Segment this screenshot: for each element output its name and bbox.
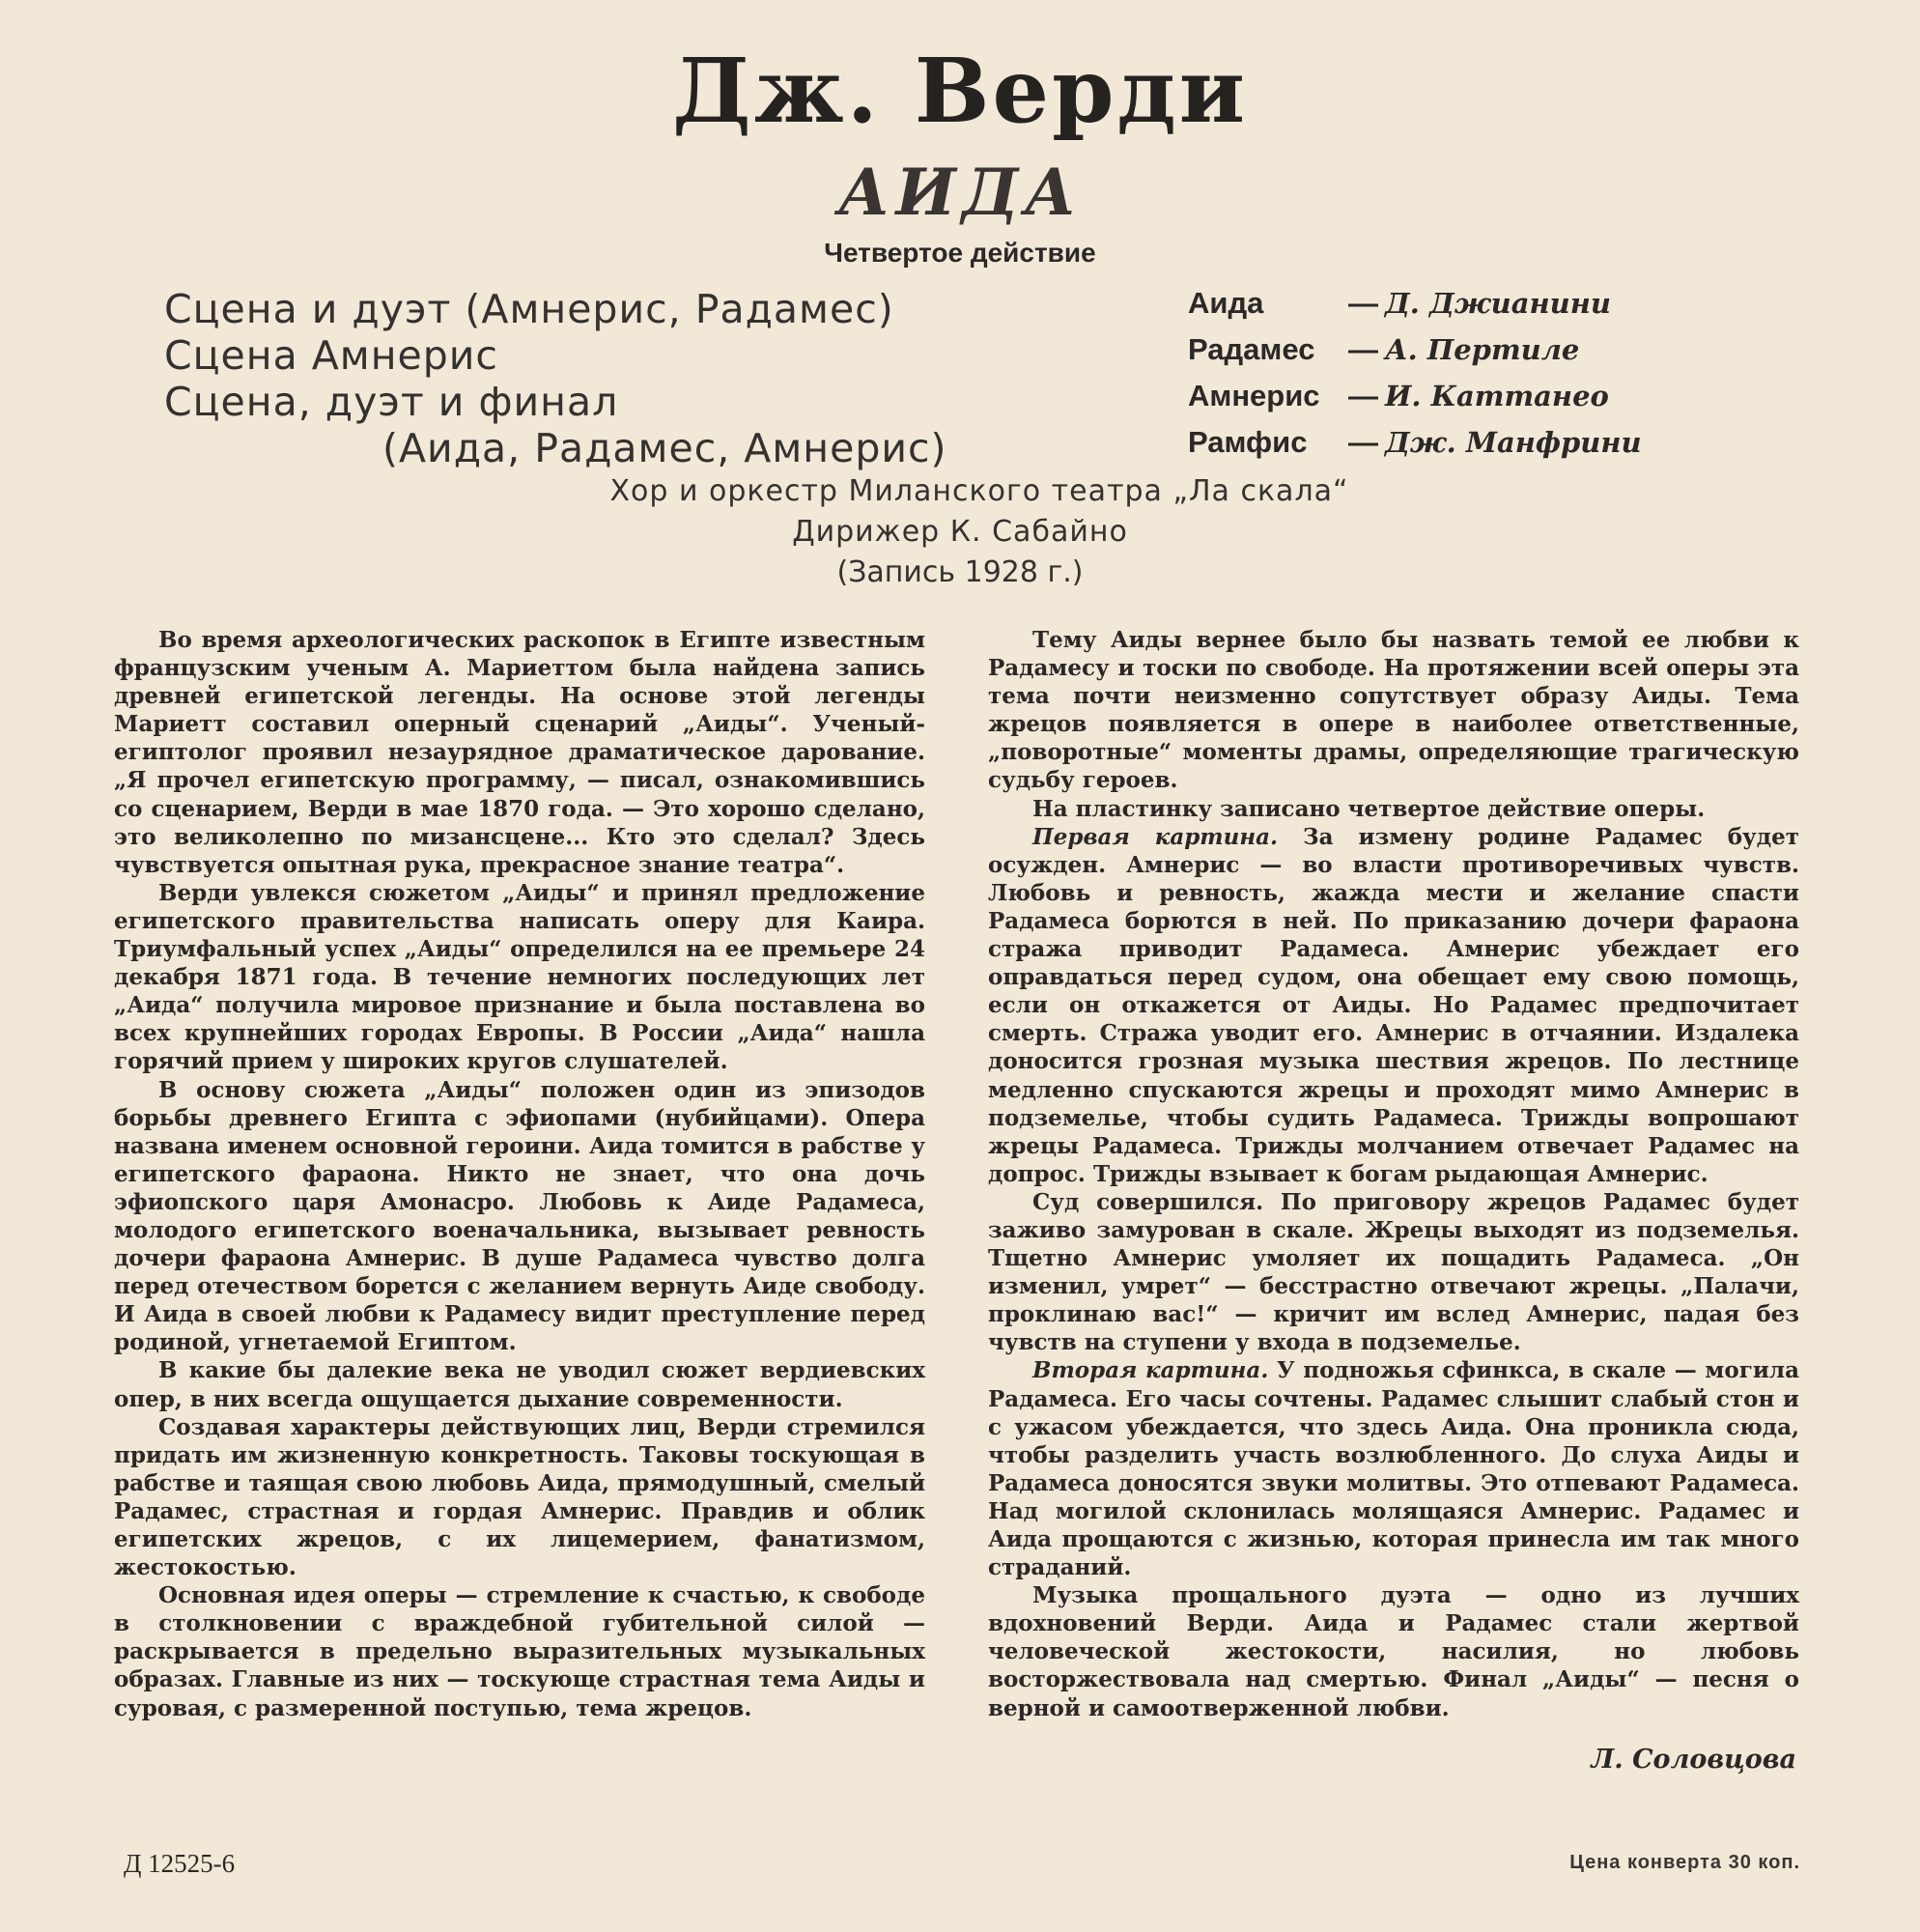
cast-dash: —: [1348, 286, 1378, 320]
cast-performer: Дж. Манфрини: [1385, 426, 1642, 459]
author-signature: Л. Соловцова: [1591, 1745, 1796, 1775]
performance-credits: [0, 471, 1920, 593]
liner-notes-right-column: [988, 626, 1799, 1722]
cast-dash: —: [1348, 425, 1378, 459]
paragraph: Верди увлекся сюжетом „Аиды“ и принял предложение египетского правительства написать оперу для Каира. Триумфальный успех „Аиды“ определился на ее премьере 24 декабря 1871 года. В течение немногих последующих лет „Аида“ получила мировое признание и была поставлена во всех крупнейших городах Европы. В России „Аида“ нашла горячий прием у широких кругов слушателей.: [114, 879, 925, 1075]
catalog-number: Д 12525-6: [124, 1849, 236, 1878]
opera-title: АИДА: [837, 155, 1083, 230]
composer-title: Дж. Верди: [672, 39, 1248, 143]
cast-row: [1188, 327, 1787, 373]
scene-heading: Первая картина.: [1032, 823, 1279, 850]
cast-role: Амнерис: [1188, 379, 1320, 412]
cast-performer: А. Пертиле: [1385, 333, 1580, 366]
scene-item: Сцена Амнерис: [164, 332, 498, 379]
cast-role: Аида: [1188, 286, 1264, 320]
scene-item: Сцена и дуэт (Амнерис, Радамес): [164, 286, 894, 332]
liner-notes-left-column: [114, 626, 925, 1722]
cast-row: [1188, 373, 1787, 419]
act-subtitle: Четвертое действие: [824, 238, 1096, 268]
scene-list: [164, 286, 947, 471]
cast-dash: —: [1348, 332, 1378, 366]
paragraph: [988, 1356, 1799, 1581]
scene-item: Сцена, дуэт и финал: [164, 379, 619, 425]
cast-row: [1188, 280, 1787, 327]
paragraph: На пластинку записано четвертое действие оперы.: [1032, 795, 1706, 822]
cast-row: [1188, 419, 1787, 466]
cast-dash: —: [1348, 379, 1378, 412]
paragraph: В какие бы далекие века не уводил сюжет вердиевских опер, в них всегда ощущается дыхание современности.: [114, 1357, 925, 1412]
paragraph: Основная идея оперы — стремление к счастью, к свободе в столкновении с враждебной губительной силой — раскрывается в предельно выразительных музыкальных образах. Главные из них — тоскующе страстная тема Аиды и суровая, с размеренной поступью, тема жрецов.: [114, 1582, 925, 1721]
paragraph-text: За измену родине Радамес будет осужден. Амнерис — во власти противоречивых чувств. Любовь и ревность, жажда мести и желание спасти Радамеса борются в ней. По приказанию дочери фараона стража приводит Радамеса. Амнерис убеждает его оправдаться перед судом, она обещает ему свою помощь, если он откажется от Аиды. Но Радамес предпочитает смерть. Стража уводит его. Амнерис в отчаянии. Издалека доносится грозная музыка шествия жрецов. По лестнице медленно спускаются жрецы и проходят мимо Амнерис в подземелье, чтобы судить Радамеса. Трижды вопрошают жрецы Радамеса. Трижды молчанием отвечает Радамес на допрос. Трижды взывает к богам рыдающая Амнерис.: [988, 823, 1799, 1187]
paragraph: [988, 823, 1799, 1188]
cast-performer: Д. Джианини: [1385, 287, 1611, 320]
paragraph: Музыка прощального дуэта — одно из лучших вдохновений Верди. Аида и Радамес стали жертвой человеческой жестокости, насилия, но любовь восторжествовала над смертью. Финал „Аиды“ — песня о верной и самоотверженной любви.: [988, 1582, 1799, 1721]
paragraph: Тему Аиды вернее было бы назвать темой ее любви к Радамесу и тоски по свободе. На протяжении всей оперы эта тема почти неизменно сопутствует образу Аиды. Тема жрецов появляется в опере в наиболее ответственные, „поворотные“ моменты драмы, определяющие трагическую судьбу героев.: [988, 627, 1799, 794]
paragraph-text: У подножья сфинкса, в скале — могила Радамеса. Его часы сочтены. Радамес слышит слабый стон и с ужасом убеждается, что здесь Аида. Она проникла сюда, чтобы разделить участь возлюбленного. До слуха Аиды и Радамеса доносятся звуки молитвы. Это отпевают Радамеса. Над могилой склонилась молящаяся Амнерис. Радамес и Аида прощаются с жизнью, которая принесла им так много страданий.: [988, 1357, 1799, 1581]
sleeve-price: Цена конверта 30 коп.: [1569, 1852, 1800, 1873]
paragraph: В основу сюжета „Аиды“ положен один из эпизодов борьбы древнего Египта с эфиопами (нубийцами). Опера названа именем основной героини. Аида томится в рабстве у египетского фараона. Никто не знает, что она дочь эфиопского царя Амонасро. Любовь к Аиде Радамеса, молодого египетского военачальника, вызывает ревность дочери фараона Амнерис. В душе Радамеса чувство долга перед отечеством борется с желанием вернуть Аиде свободу. И Аида в своей любви к Радамесу видит преступление перед родиной, угнетаемой Египтом.: [114, 1076, 925, 1356]
conductor-credit: Дирижер К. Сабайно: [792, 515, 1128, 549]
paragraph: Суд совершился. По приговору жрецов Радамес будет заживо замурован в скале. Жрецы выходят из подземелья. Тщетно Амнерис умоляет их пощадить Радамеса. „Он изменил, умрет“ — бесстрастно отвечают жрецы. „Палачи, проклинаю вас!“ — кричит им вслед Амнерис, падая без чувств на ступени у входа в подземелье.: [988, 1188, 1799, 1356]
cast-role: Радамес: [1188, 332, 1315, 366]
cast-role: Рамфис: [1188, 425, 1308, 459]
cast-list: [1188, 280, 1787, 466]
scene-item: (Аида, Радамес, Амнерис): [382, 425, 947, 471]
orchestra-credit: Хор и оркестр Миланского театра „Ла скала“: [609, 474, 1349, 508]
recording-year: (Запись 1928 г.): [836, 555, 1084, 589]
paragraph: Во время археологических раскопок в Египте известным французским ученым А. Мариеттом была найдена запись древней египетской легенды. На основе этой легенды Мариетт составил оперный сценарий „Аиды“. Ученый-египтолог проявил незаурядное драматическое дарование. „Я прочел египетскую программу, — писал, ознакомившись со сценарием, Верди в мае 1870 года. — Это хорошо сделано, это великолепно по мизансцене... Кто это сделал? Здесь чувствуется опытная рука, прекрасное знание театра“.: [114, 627, 925, 878]
cast-performer: И. Каттанео: [1385, 380, 1609, 412]
paragraph: Создавая характеры действующих лиц, Верди стремился придать им жизненную конкретность. Таковы тоскующая в рабстве и таящая свою любовь Аида, прямодушный, смелый Радамес, страстная и гордая Амнерис. Правдив и облик египетских жрецов, с их лицемерием, фанатизмом, жестокостью.: [114, 1413, 925, 1581]
scene-heading: Вторая картина.: [1032, 1357, 1269, 1384]
